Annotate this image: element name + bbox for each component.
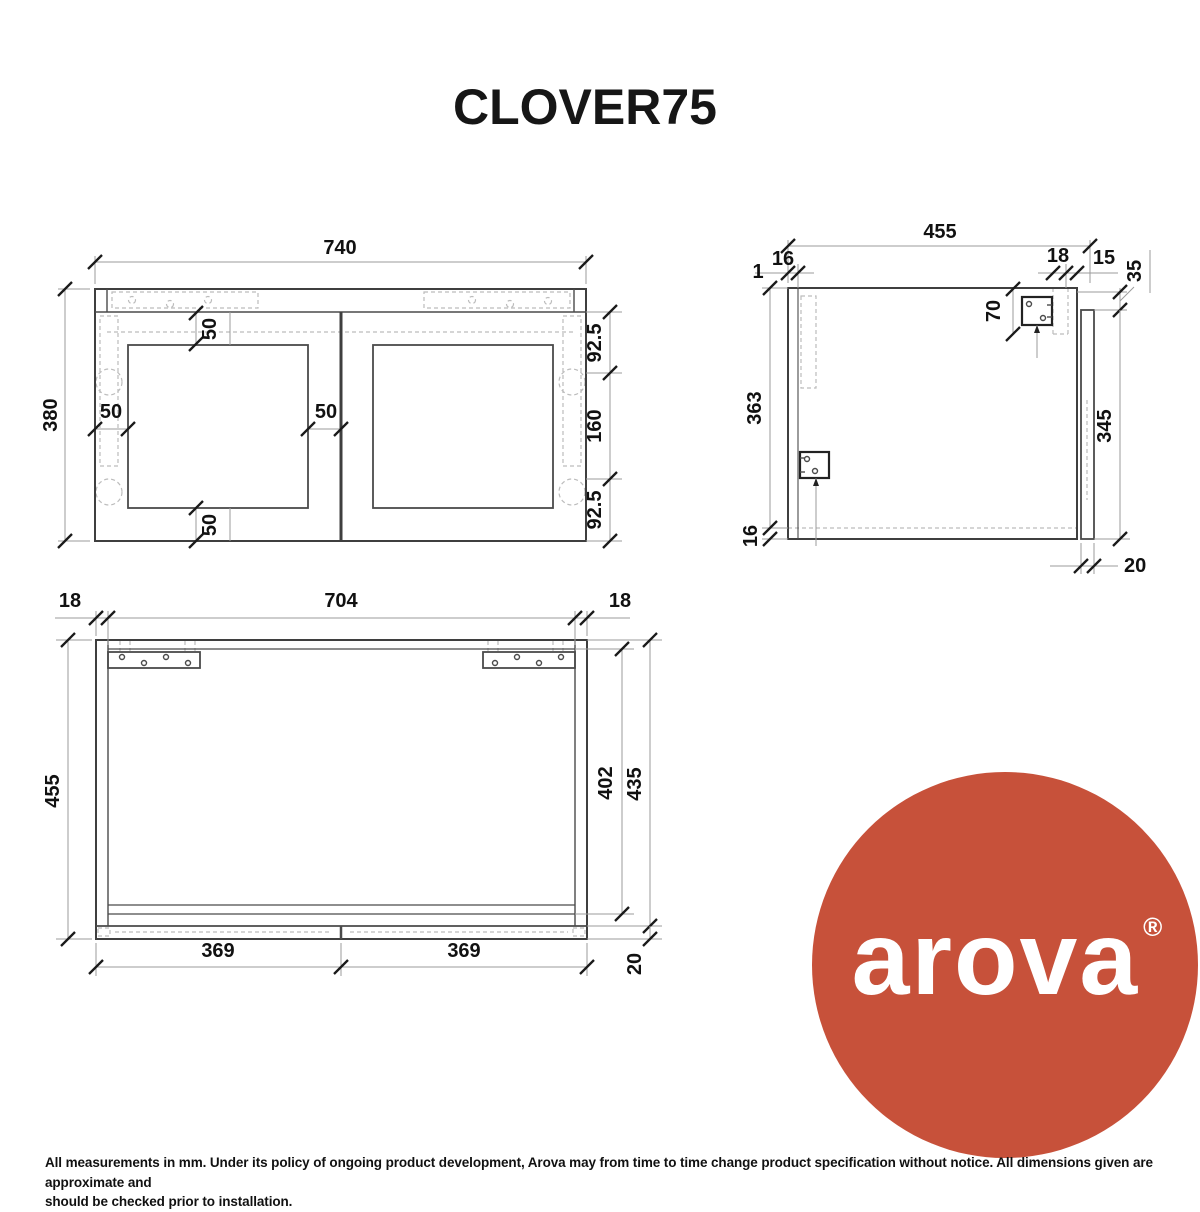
arova-logo-wordmark: arova: [851, 901, 1140, 1017]
side-bottom-thickness-label: 16: [740, 524, 762, 548]
disclaimer-line-1: All measurements in mm. Under its policy of ongoing product development, Arova may from time to time change product specification without notice. All dimensions given are approximate and: [45, 1155, 1153, 1190]
front-seg-top-label: 92.5: [584, 323, 606, 363]
side-hinge-plate-top: [1022, 297, 1052, 358]
front-dim-right-chain: [584, 305, 622, 548]
plan-mounting-rail-right: [483, 652, 575, 668]
side-dim-hinge-offsets: [1038, 245, 1118, 288]
plan-cabinet-outline: [96, 640, 587, 939]
plan-view: [42, 590, 662, 976]
side-depth-label: 455: [923, 221, 957, 243]
front-panel-bottom-label: 50: [199, 513, 221, 537]
plan-hidden-details: [98, 641, 585, 936]
side-dim-door-thickness: [1050, 543, 1146, 577]
side-door-top-label: 35: [1124, 259, 1146, 283]
front-view: [40, 237, 622, 548]
plan-interior-width-label: 704: [324, 590, 358, 612]
page-title: CLOVER75: [453, 79, 717, 135]
front-dim-height: [40, 282, 90, 548]
front-panel-middle-label: 50: [314, 401, 338, 423]
plan-dim-depth: [42, 633, 92, 946]
plan-mounting-rail-left: [108, 652, 200, 668]
side-view: [740, 221, 1150, 577]
plan-depth-label: 455: [42, 774, 64, 808]
side-edge-offset-label: 15: [1092, 247, 1116, 269]
front-right-door-panel: [373, 345, 553, 508]
front-dim-width: [88, 237, 593, 284]
plan-door-left-label: 369: [201, 940, 235, 962]
side-gap-label: 1: [752, 261, 764, 283]
disclaimer-line-2: should be checked prior to installation.: [45, 1194, 293, 1210]
side-hinge-plate-bottom: [800, 452, 829, 546]
plan-body-depth-label: 435: [624, 767, 646, 801]
front-width-label: 740: [323, 237, 357, 259]
side-interior-label: 363: [744, 391, 766, 425]
plan-side-left-label: 18: [58, 590, 82, 612]
side-door-thickness-label: 20: [1124, 555, 1147, 577]
side-hinge-height-label: 70: [983, 299, 1005, 323]
front-seg-bottom-label: 92.5: [584, 490, 606, 530]
plan-dim-right: [575, 633, 662, 933]
plan-dim-doors: [89, 940, 594, 976]
plan-dim-door-thickness: [587, 926, 662, 975]
side-back-thickness-label: 16: [771, 248, 795, 270]
registered-trademark-icon: ®: [1143, 911, 1163, 942]
side-hinge-col-label: 18: [1046, 245, 1070, 267]
plan-dim-top: [55, 590, 631, 645]
front-height-label: 380: [40, 398, 62, 432]
disclaimer: [45, 1153, 1175, 1212]
front-seg-mid-label: 160: [584, 409, 606, 443]
plan-door-thickness-label: 20: [624, 952, 646, 976]
plan-door-right-label: 369: [447, 940, 481, 962]
side-dim-interior: [744, 281, 788, 535]
front-dim-panel-insets: [88, 306, 348, 548]
plan-inner-depth-label: 402: [595, 766, 617, 800]
front-panel-left-label: 50: [99, 401, 123, 423]
side-dim-door-height: [1094, 310, 1130, 546]
side-door-height-label: 345: [1094, 409, 1116, 443]
side-dim-back: [752, 248, 814, 288]
side-dim-hinge-height: [983, 282, 1020, 341]
front-panel-top-label: 50: [199, 317, 221, 341]
front-left-door-panel: [128, 345, 308, 508]
arova-logo: [812, 772, 1198, 1158]
plan-side-right-label: 18: [608, 590, 632, 612]
